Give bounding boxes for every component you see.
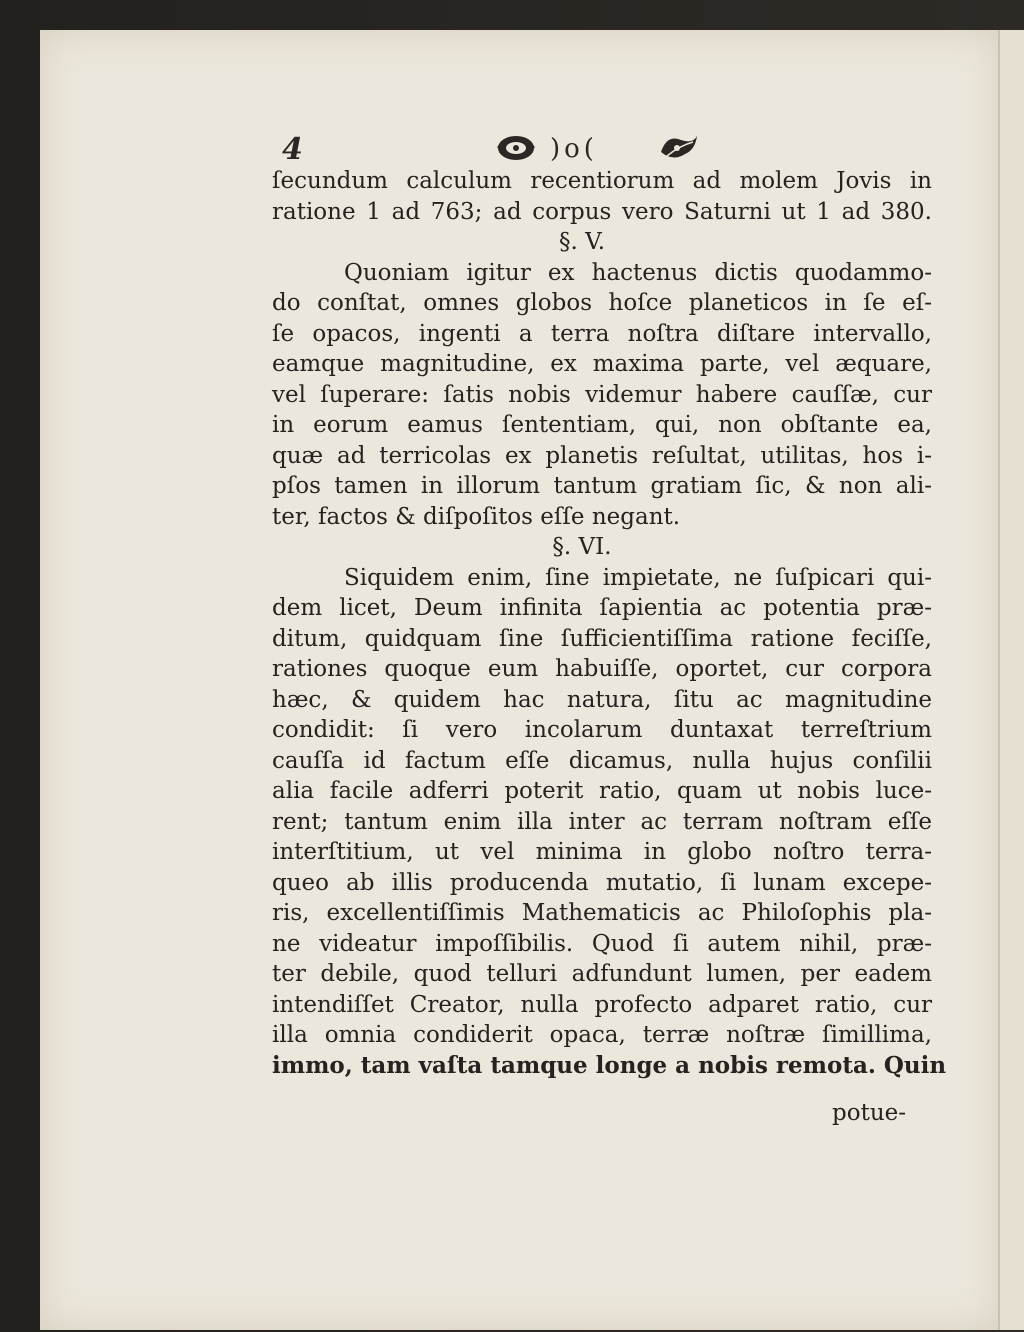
catchword: potue- (832, 1100, 907, 1126)
adjacent-page-edge (998, 30, 1024, 1330)
text-line: dem licet, Deum infinita ſapientia ac potentia præ- (272, 595, 932, 621)
body-text (272, 166, 947, 1081)
text-line: intendiſſet Creator, nulla profecto adparet ratio, cur (272, 991, 932, 1018)
text-line: ſe opacos, ingenti a terra noſtra diſtare intervallo, (272, 320, 932, 347)
text-line: ter debile, quod telluri adfundunt lumen, per eadem (272, 961, 932, 987)
text-line: Quoniam igitur ex hactenus dictis quodammo- (344, 259, 932, 286)
text-line: in eorum eamus ſententiam, qui, non obſtante ea, (272, 412, 932, 438)
text-line: cauſſa id factum eſſe dicamus, nulla hujus conſilii (272, 747, 932, 774)
text-line: ſecundum calculum recentiorum ad molem Jovis in (272, 168, 932, 194)
text-line: rationes quoque eum habuiſſe, oportet, cur corpora (272, 656, 932, 682)
text-line: quæ ad terricolas ex planetis reſultat, utilitas, hos i- (272, 442, 932, 469)
text-line: vel ſuperare: ſatis nobis videmur habere cauſſæ, cur (272, 381, 932, 408)
text-line: do conſtat, omnes globos hoſce planeticos in ſe eſ- (272, 290, 932, 316)
page-number: 4 (282, 132, 303, 167)
text-line: queo ab illis producenda mutatio, ſi lunam excepe- (272, 869, 932, 896)
text-line: illa omnia condiderit opaca, terræ noſtræ ſimillima, (272, 1022, 932, 1048)
text-line: ditum, quidquam ſine ſufficientiſſima ratione feciſſe, (272, 625, 932, 652)
text-line: ris, excellentiſſimis Mathematicis ac Philoſophis pla- (272, 900, 932, 926)
text-line: immo, tam vaſta tamque longe a nobis remota. Quin (272, 1051, 947, 1079)
section-heading: §. VI. (552, 534, 612, 560)
text-line: pſos tamen in illorum tantum gratiam ſic, & non ali- (272, 473, 932, 499)
fleuron-left-icon (494, 132, 538, 164)
fleuron-right-icon (657, 132, 701, 164)
text-line: alia facile adferri poterit ratio, quam ut nobis luce- (272, 778, 932, 804)
text-line: hæc, & quidem hac natura, ſitu ac magnitudine (272, 686, 932, 713)
text-line: ne videatur impoſſibilis. Quod ſi autem nihil, præ- (272, 930, 932, 957)
text-line: eamque magnitudine, ex maxima parte, vel æquare, (272, 351, 932, 377)
section-heading: §. V. (558, 229, 606, 255)
text-line: ratione 1 ad 763; ad corpus vero Saturni ut 1 ad 380. (272, 198, 932, 225)
text-line: rent; tantum enim illa inter ac terram noſtram eſſe (272, 808, 932, 835)
text-line: ter, factos & diſpoſitos eſſe negant. (272, 503, 681, 530)
text-line: Siquidem enim, ſine impietate, ne ſuſpicari qui- (344, 564, 932, 591)
text-line: interſtitium, ut vel minima in globo noſtro terra- (272, 839, 932, 865)
text-line: condidit: ſi vero incolarum duntaxat terreſtrium (272, 717, 932, 743)
header-mark: )o( (550, 134, 598, 164)
